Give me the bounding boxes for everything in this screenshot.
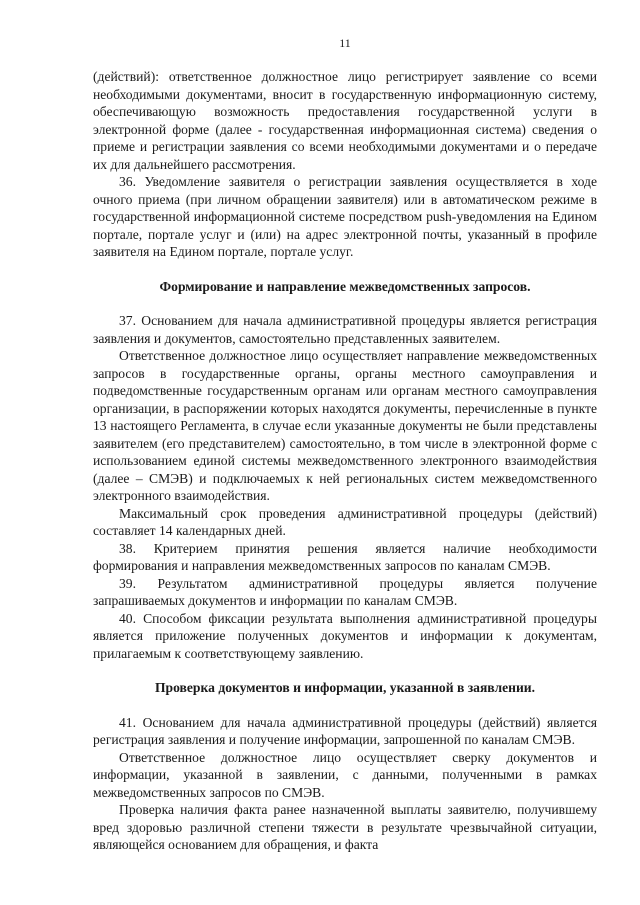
paragraph-37-max-term: Максимальный срок проведения административной процедуры (действий) составляет 14 календарных дней. (93, 505, 597, 538)
section-heading-interagency-requests: Формирование и направление межведомственных запросов. (159, 278, 531, 294)
paragraph-41-payment-check: Проверка наличия факта ранее назначенной выплаты заявителю, получившему вред здоровью различной степени тяжести в результате чрезвычайной ситуации, являющейся основанием для обращения, и факта (93, 802, 597, 852)
paragraph-41: 41. Основанием для начала административной процедуры (действий) является регистрация заявления и получение информации, запрошенной по каналам СМЭВ. (93, 714, 597, 747)
paragraph-36: 36. Уведомление заявителя о регистрации заявления осуществляется в ходе очного приема (при личном обращении заявителя) или в автоматическом режиме в государственной информационной системе посредством push-уведомления на Едином портале, портале услуг и (или) на адрес электронной почты, указанный в профиле заявителя на Едином портале, портале услуг. (93, 174, 597, 259)
paragraph-37: 37. Основанием для начала административной процедуры является регистрация заявления и документов, самостоятельно представленных заявителем. (93, 313, 597, 346)
paragraph-37-responsible-official: Ответственное должностное лицо осуществляет направление межведомственных запросов в государственные органы, органы местного самоуправления и подведомственные государственным органам или органам местного самоуправления организации, в распоряжении которых находятся документы, перечисленные в пункте 13 настоящего Регламента, в случае если указанные документы не были представлены заявителем (его представителем) самостоятельно, в том числе в электронной форме с использованием единой системы межведомственного электронного взаимодействия (далее – СМЭВ) и подключаемых к ней региональных систем межведомственного электронного взаимодействия. (93, 348, 597, 503)
paragraph-35-continuation: (действий): ответственное должностное лицо регистрирует заявление со всеми необходимыми документами, вносит в государственную информационную систему, обеспечивающую возможность предоставления государственной услуги в электронной форме (далее - государственная информационная система) сведения о приеме и регистрации заявления со всеми необходимыми документами и о передаче их для дальнейшего рассмотрения. (93, 69, 597, 172)
paragraph-39: 39. Результатом административной процедуры является получение запрашиваемых документов и информации по каналам СМЭВ. (93, 575, 597, 608)
paragraph-38: 38. Критерием принятия решения является наличие необходимости формирования и направления межведомственных запросов по каналам СМЭВ. (93, 540, 597, 573)
section-heading-document-check: Проверка документов и информации, указанной в заявлении. (154, 680, 536, 695)
paragraph-40: 40. Способом фиксации результата выполнения административной процедуры является приложение полученных документов и информации к документам, прилагаемым к соответствующему заявлению. (93, 610, 597, 661)
page-number: 11 (339, 36, 351, 50)
paragraph-41-reconciliation: Ответственное должностное лицо осуществляет сверку документов и информации, указанной в заявлении, с данными, полученными в рамках межведомственных запросов по СМЭВ. (93, 749, 597, 800)
document-body (93, 68, 597, 854)
